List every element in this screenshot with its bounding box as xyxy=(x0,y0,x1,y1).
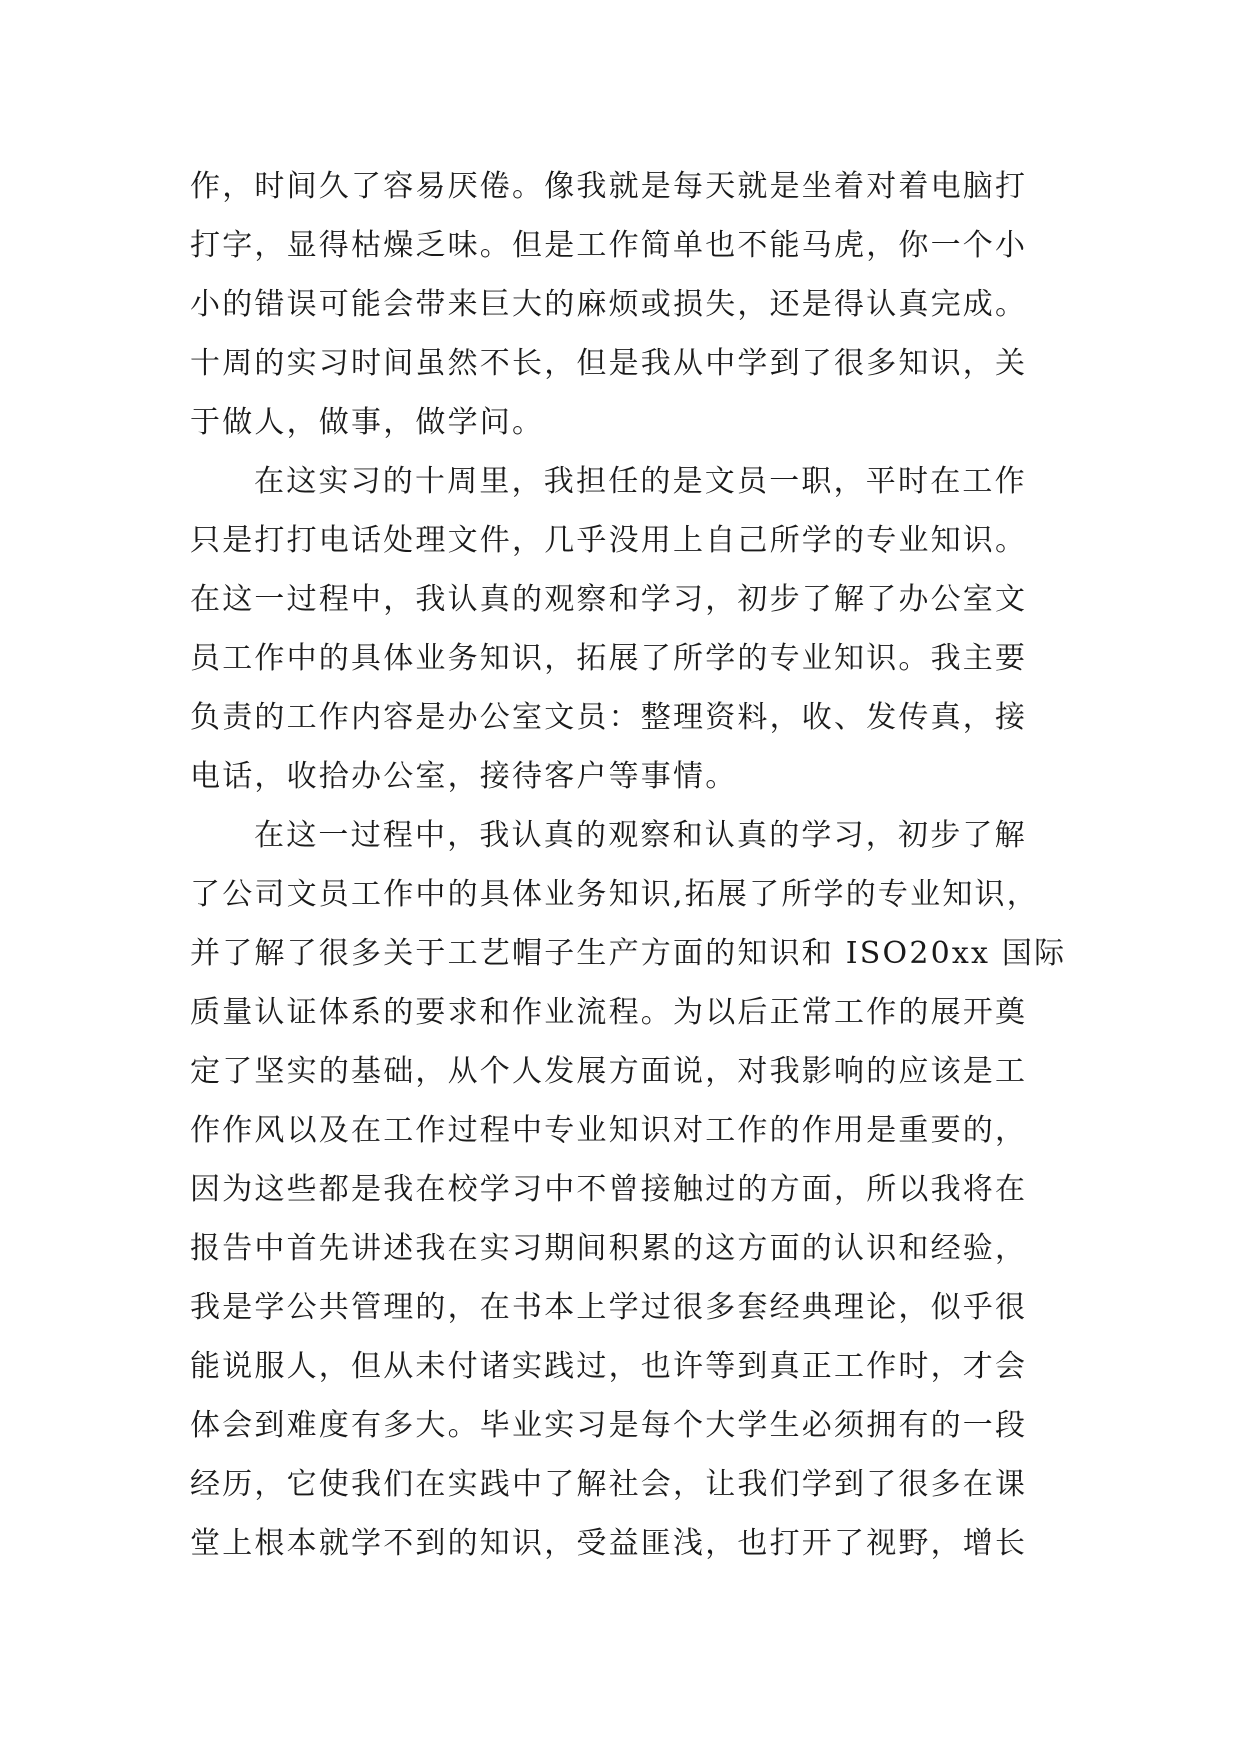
text-line: 了公司文员工作中的具体业务知识,拓展了所学的专业知识， xyxy=(190,877,1039,912)
text-line: 在这一过程中，我认真的观察和学习，初步了解了办公室文 xyxy=(190,582,1028,617)
text-line: 负责的工作内容是办公室文员：整理资料，收、发传真，接 xyxy=(190,700,1028,735)
text-line: 员工作中的具体业务知识，拓展了所学的专业知识。我主要 xyxy=(190,641,1028,676)
text-line: 十周的实习时间虽然不长，但是我从中学到了很多知识，关 xyxy=(190,346,1028,381)
text-line: 经历，它使我们在实践中了解社会，让我们学到了很多在课 xyxy=(190,1467,1028,1502)
text-line: 作作风以及在工作过程中专业知识对工作的作用是重要的， xyxy=(190,1113,1028,1148)
body-text xyxy=(190,157,1067,1573)
text-line: 只是打打电话处理文件，几乎没用上自己所学的专业知识。 xyxy=(190,523,1028,558)
text-line: 体会到难度有多大。毕业实习是每个大学生必须拥有的一段 xyxy=(190,1408,1028,1443)
text-line: 作，时间久了容易厌倦。像我就是每天就是坐着对着电脑打 xyxy=(190,169,1028,204)
text-line: 报告中首先讲述我在实习期间积累的这方面的认识和经验， xyxy=(190,1231,1028,1266)
text-line: 并了解了很多关于工艺帽子生产方面的知识和 ISO20xx 国际 xyxy=(190,936,1067,971)
text-line: 定了坚实的基础，从个人发展方面说，对我影响的应该是工 xyxy=(190,1054,1028,1089)
text-line: 于做人，做事，做学问。 xyxy=(190,405,545,440)
text-line: 质量认证体系的要求和作业流程。为以后正常工作的展开奠 xyxy=(190,995,1028,1030)
text-line: 电话，收拾办公室，接待客户等事情。 xyxy=(190,759,738,794)
text-line: 小的错误可能会带来巨大的麻烦或损失，还是得认真完成。 xyxy=(190,287,1028,322)
paragraph-first-line: 在这实习的十周里，我担任的是文员一职，平时在工作 xyxy=(254,464,1027,499)
text-line: 能说服人，但从未付诸实践过，也许等到真正工作时，才会 xyxy=(190,1349,1028,1384)
text-line: 堂上根本就学不到的知识，受益匪浅，也打开了视野，增长 xyxy=(190,1526,1028,1561)
paragraph-first-line: 在这一过程中，我认真的观察和认真的学习，初步了解 xyxy=(254,818,1027,853)
text-line: 我是学公共管理的，在书本上学过很多套经典理论，似乎很 xyxy=(190,1290,1028,1325)
text-line: 因为这些都是我在校学习中不曾接触过的方面，所以我将在 xyxy=(190,1172,1028,1207)
text-line: 打字，显得枯燥乏味。但是工作简单也不能马虎，你一个小 xyxy=(190,228,1028,263)
